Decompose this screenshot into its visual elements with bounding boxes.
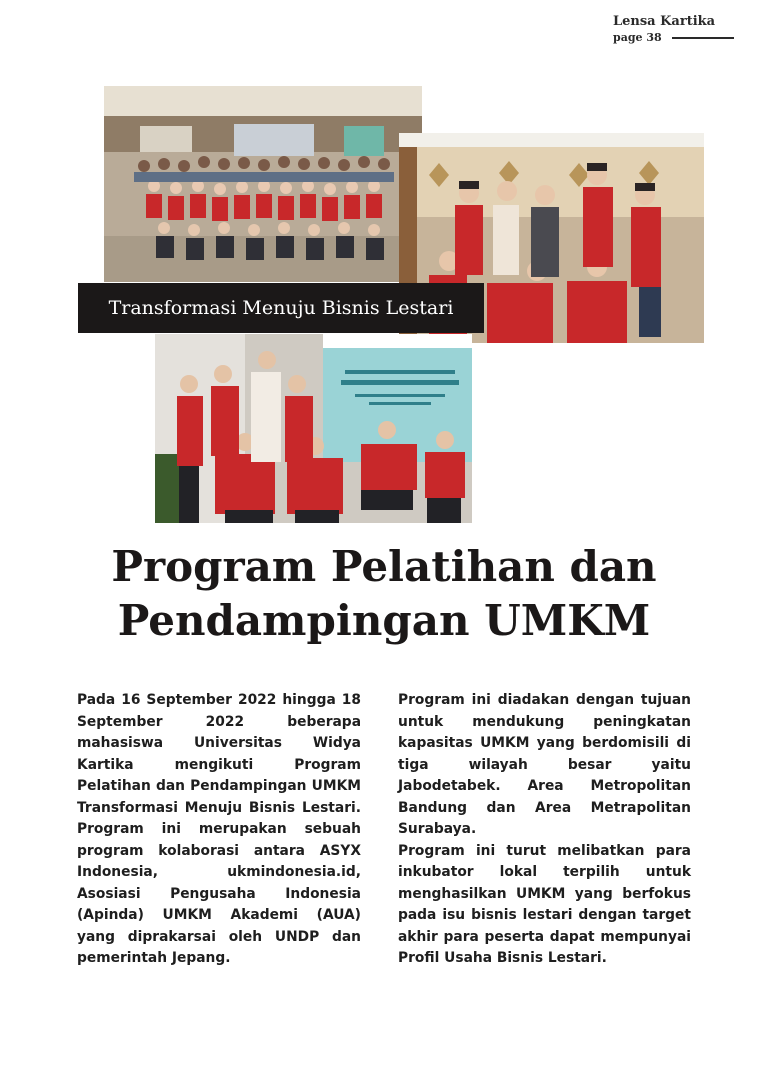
article-paragraph: Program ini turut melibatkan para inkubator lokal terpilih untuk menghasilkan UMKM yang berfokus pada isu bisnis lestari dengan target akhir para peserta dapat mempunyai Profil Usaha Bisnis Lestari.: [398, 842, 691, 966]
page-rule: [672, 37, 734, 39]
article-headline: [60, 540, 708, 648]
page-number: page 38: [613, 31, 662, 44]
photo-caption-banner: [78, 283, 484, 333]
article-column-right: [398, 690, 691, 970]
article-paragraph: Pada 16 September 2022 hingga 18 September 2022 beberapa mahasiswa Universitas Widya Kartika mengikuti Program Pelatihan dan Pendampingan UMKM Transformasi Menuju Bisnis Lestari. Program ini merupakan sebuah program kolaborasi antara ASYX Indonesia, ukmindonesia.id, Asosiasi Pengusaha Indonesia (Apinda) UMKM Akademi (AUA) yang diprakarsai oleh UNDP dan pemerintah Jepang.: [77, 692, 361, 966]
article-column-left: [77, 690, 361, 970]
article-paragraph: Program ini diadakan dengan tujuan untuk mendukung peningkatan kapasitas UMKM yang berdomisili di tiga wilayah besar yaitu Jabodetabek. Area Metropolitan Bandung dan Area Metrapolitan Surabaya.: [398, 692, 691, 837]
headline-line-1: Program Pelatihan dan: [111, 542, 657, 591]
masthead: [604, 14, 734, 44]
group-photo-hall: [104, 86, 422, 282]
page-indicator: [604, 31, 734, 44]
headline-line-2: Pendampingan UMKM: [117, 596, 651, 645]
magazine-name: Lensa Kartika: [613, 14, 716, 29]
banner-caption: Transformasi Menuju Bisnis Lestari: [108, 297, 454, 319]
students-at-projection-screen: [155, 334, 472, 523]
